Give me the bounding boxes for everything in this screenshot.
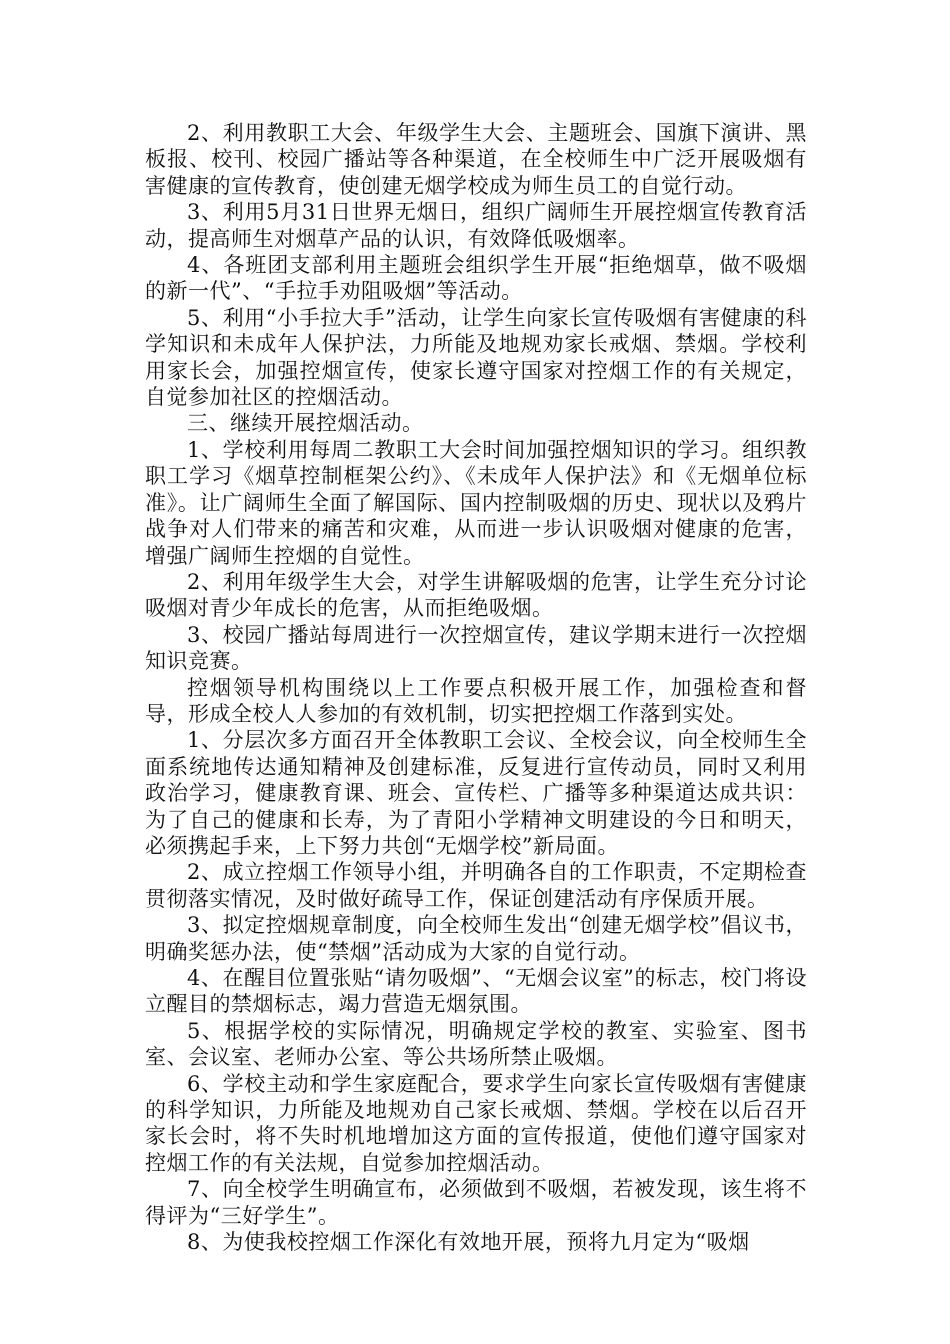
paragraph: 7、向全校学生明确宣布，必须做到不吸烟，若被发现，该生将不得评为“三好学生”。 (145, 1177, 807, 1228)
paragraph: 4、在醒目位置张贴“请勿吸烟”、“无烟会议室”的标志，校门将设立醒目的禁烟标志，竭力营造无烟氛围。 (145, 966, 807, 1017)
paragraph: 5、利用“小手拉大手”活动，让学生向家长宣传吸烟有害健康的科学知识和未成年人保护法，力所能及地规劝家长戒烟、禁烟。学校利用家长会，加强控烟宣传，使家长遵守国家对控烟工作的有关规定，自觉参加社区的控烟活动。 (145, 305, 807, 410)
paragraph: 2、利用年级学生大会，对学生讲解吸烟的危害，让学生充分讨论吸烟对青少年成长的危害，从而拒绝吸烟。 (145, 569, 807, 621)
section-heading: 三、继续开展控烟活动。 (187, 411, 424, 436)
paragraph: 2、成立控烟工作领导小组，并明确各自的工作职责，不定期检查贯彻落实情况，及时做好疏导工作，保证创建活动有序保质开展。 (145, 860, 807, 911)
paragraph: 3、拟定控烟规章制度，向全校师生发出“创建无烟学校”倡议书，明确奖惩办法，使“禁烟”活动成为大家的自觉行动。 (145, 913, 807, 964)
paragraph: 1、分层次多方面召开全体教职工会议、全校会议，向全校师生全面系统地传达通知精神及创建标准，反复进行宣传动员，同时又利用政治学习，健康教育课、班会、宣传栏、广播等多种渠道达成共识：为了自己的健康和长寿，为了青阳小学精神文明建设的今日和明天，必须携起手来，上下努力共创“无烟学校”新局面。 (145, 728, 807, 858)
paragraph: 1、学校利用每周二教职工大会时间加强控烟知识的学习。组织教职工学习《烟草控制框架公约》、《未成年人保护法》和《无烟单位标准》。让广阔师生全面了解国际、国内控制吸烟的历史、现状以及鸦片战争对人们带来的痛苦和灾难，从而进一步认识吸烟对健康的危害，增强广阔师生控烟的自觉性。 (145, 437, 807, 568)
paragraph: 2、利用教职工大会、年级学生大会、主题班会、国旗下演讲、黑板报、校刊、校园广播站等各种渠道，在全校师生中广泛开展吸烟有害健康的宣传教育，使创建无烟学校成为师生员工的自觉行动。 (145, 121, 807, 198)
document-body (145, 120, 807, 1255)
paragraph: 4、各班团支部利用主题班会组织学生开展“拒绝烟草，做不吸烟的新一代”、“手拉手劝阻吸烟”等活动。 (145, 253, 807, 304)
paragraph: 5、根据学校的实际情况，明确规定学校的教室、实验室、图书室、会议室、老师办公室、等公共场所禁止吸烟。 (145, 1018, 807, 1070)
paragraph: 8、为使我校控烟工作深化有效地开展，预将九月定为“吸烟 (187, 1230, 750, 1255)
paragraph: 3、利用5月31日世界无烟日，组织广阔师生开展控烟宣传教育活动，提高师生对烟草产品的认识，有效降低吸烟率。 (145, 200, 807, 251)
paragraph: 3、校园广播站每周进行一次控烟宣传，建议学期末进行一次控烟知识竞赛。 (145, 622, 807, 674)
paragraph: 6、学校主动和学生家庭配合，要求学生向家长宣传吸烟有害健康的科学知识，力所能及地规劝自己家长戒烟、禁烟。学校在以后召开家长会时，将不失时机地增加这方面的宣传报道，使他们遵守国家对控烟工作的有关法规，自觉参加控烟活动。 (145, 1071, 807, 1175)
paragraph: 控烟领导机构围绕以上工作要点积极开展工作，加强检查和督导，形成全校人人参加的有效机制，切实把控烟工作落到实处。 (145, 675, 807, 726)
